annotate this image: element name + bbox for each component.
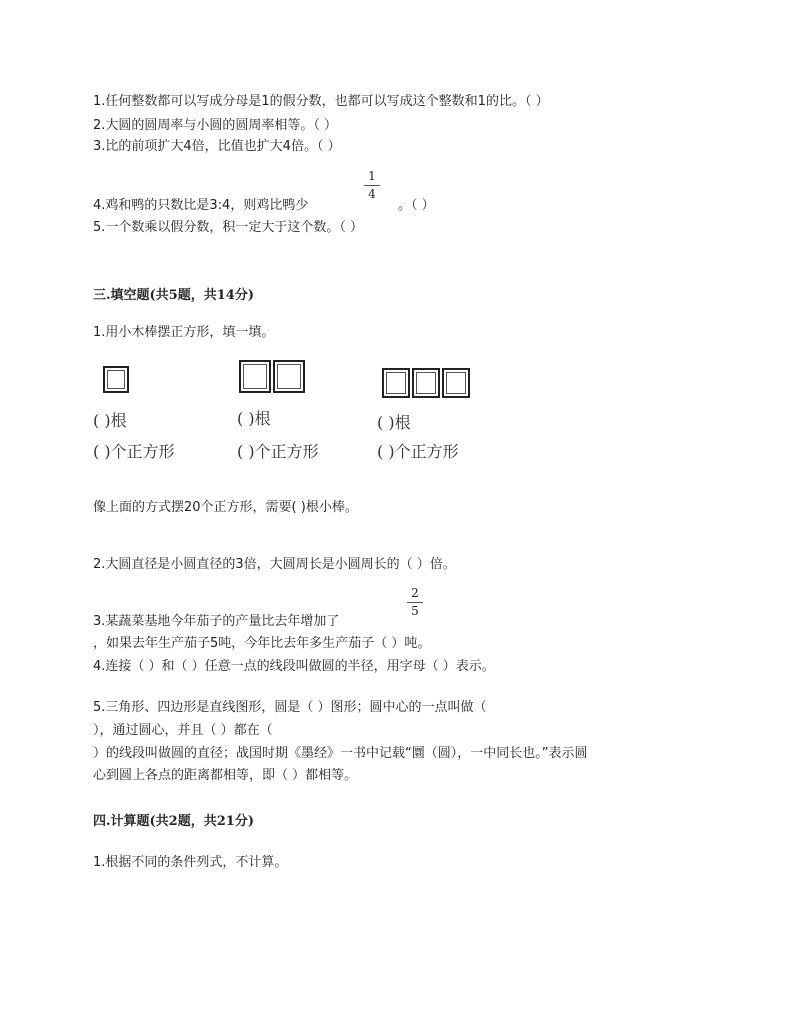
fill-q3-fraction	[407, 587, 423, 618]
judge-q4-prefix: 4.鸡和鸭的只数比是3:4，则鸡比鸭少	[93, 198, 309, 213]
one-square-figure	[103, 366, 131, 393]
stick-square	[382, 368, 410, 398]
stick-square	[239, 360, 271, 393]
stick-square	[412, 368, 440, 398]
fraction-bar	[407, 602, 423, 603]
fraction-numerator: 2	[411, 586, 419, 600]
group3-sticks: ( )根	[377, 413, 411, 432]
group3-squares: ( )个正方形	[377, 442, 459, 461]
judge-q1: 1.任何整数都可以写成分母是1的假分数，也都可以写成这个整数和1的比。（ ）	[93, 94, 549, 109]
fill-q5-line2: ），通过圆心，并且（ ）都在（	[93, 723, 273, 738]
section4-title: 四.计算题(共2题，共21分)	[93, 814, 254, 829]
fill-q5-line4: 心到圆上各点的距离都相等，即（ ）都相等。	[93, 768, 358, 783]
judge-q5: 5.一个数乘以假分数，积一定大于这个数。（ ）	[93, 220, 364, 235]
three-squares-figure	[382, 368, 472, 398]
judge-q4-suffix: 。（ ）	[398, 198, 435, 213]
fill-q1-tail: 像上面的方式摆20个正方形，需要( )根小棒。	[93, 500, 358, 515]
group2-sticks: ( )根	[237, 409, 271, 428]
judge-q2: 2.大圆的圆周率与小圆的圆周率相等。（ ）	[93, 118, 338, 133]
fraction-denominator: 5	[411, 604, 419, 618]
calc-q1: 1.根据不同的条件列式，不计算。	[93, 855, 288, 870]
stick-square	[442, 368, 470, 398]
fill-q4: 4.连接（ ）和（ ）任意一点的线段叫做圆的半径，用字母（ ）表示。	[93, 659, 495, 674]
judge-q3: 3.比的前项扩大4倍，比值也扩大4倍。（ ）	[93, 139, 341, 154]
two-squares-figure	[239, 360, 307, 393]
fill-q2: 2.大圆直径是小圆直径的3倍，大圆周长是小圆周长的（ ）倍。	[93, 557, 456, 572]
fraction-numerator: 1	[368, 169, 376, 183]
stick-square	[103, 366, 129, 393]
fraction-bar	[364, 185, 380, 186]
fill-q3-line1: 3.某蔬菜基地今年茄子的产量比去年增加了	[93, 614, 340, 629]
section3-title: 三.填空题(共5题，共14分)	[93, 288, 254, 303]
group1-squares: ( )个正方形	[93, 442, 175, 461]
fill-q1: 1.用小木棒摆正方形，填一填。	[93, 325, 275, 340]
judge-q4-fraction	[364, 170, 380, 201]
fill-q5-line1: 5.三角形、四边形是直线图形，圆是（ ）图形；圆中心的一点叫做（	[93, 700, 487, 715]
fraction-denominator: 4	[368, 187, 376, 201]
fill-q5-line3: ）的线段叫做圆的直径；战国时期《墨经》一书中记载“圜（圆），一中同长也。”表示圆	[93, 746, 588, 761]
fill-q3-line2: ，如果去年生产茄子5吨，今年比去年多生产茄子（ ）吨。	[93, 636, 431, 651]
stick-square	[273, 360, 305, 393]
group2-squares: ( )个正方形	[237, 442, 319, 461]
group1-sticks: ( )根	[93, 411, 127, 430]
